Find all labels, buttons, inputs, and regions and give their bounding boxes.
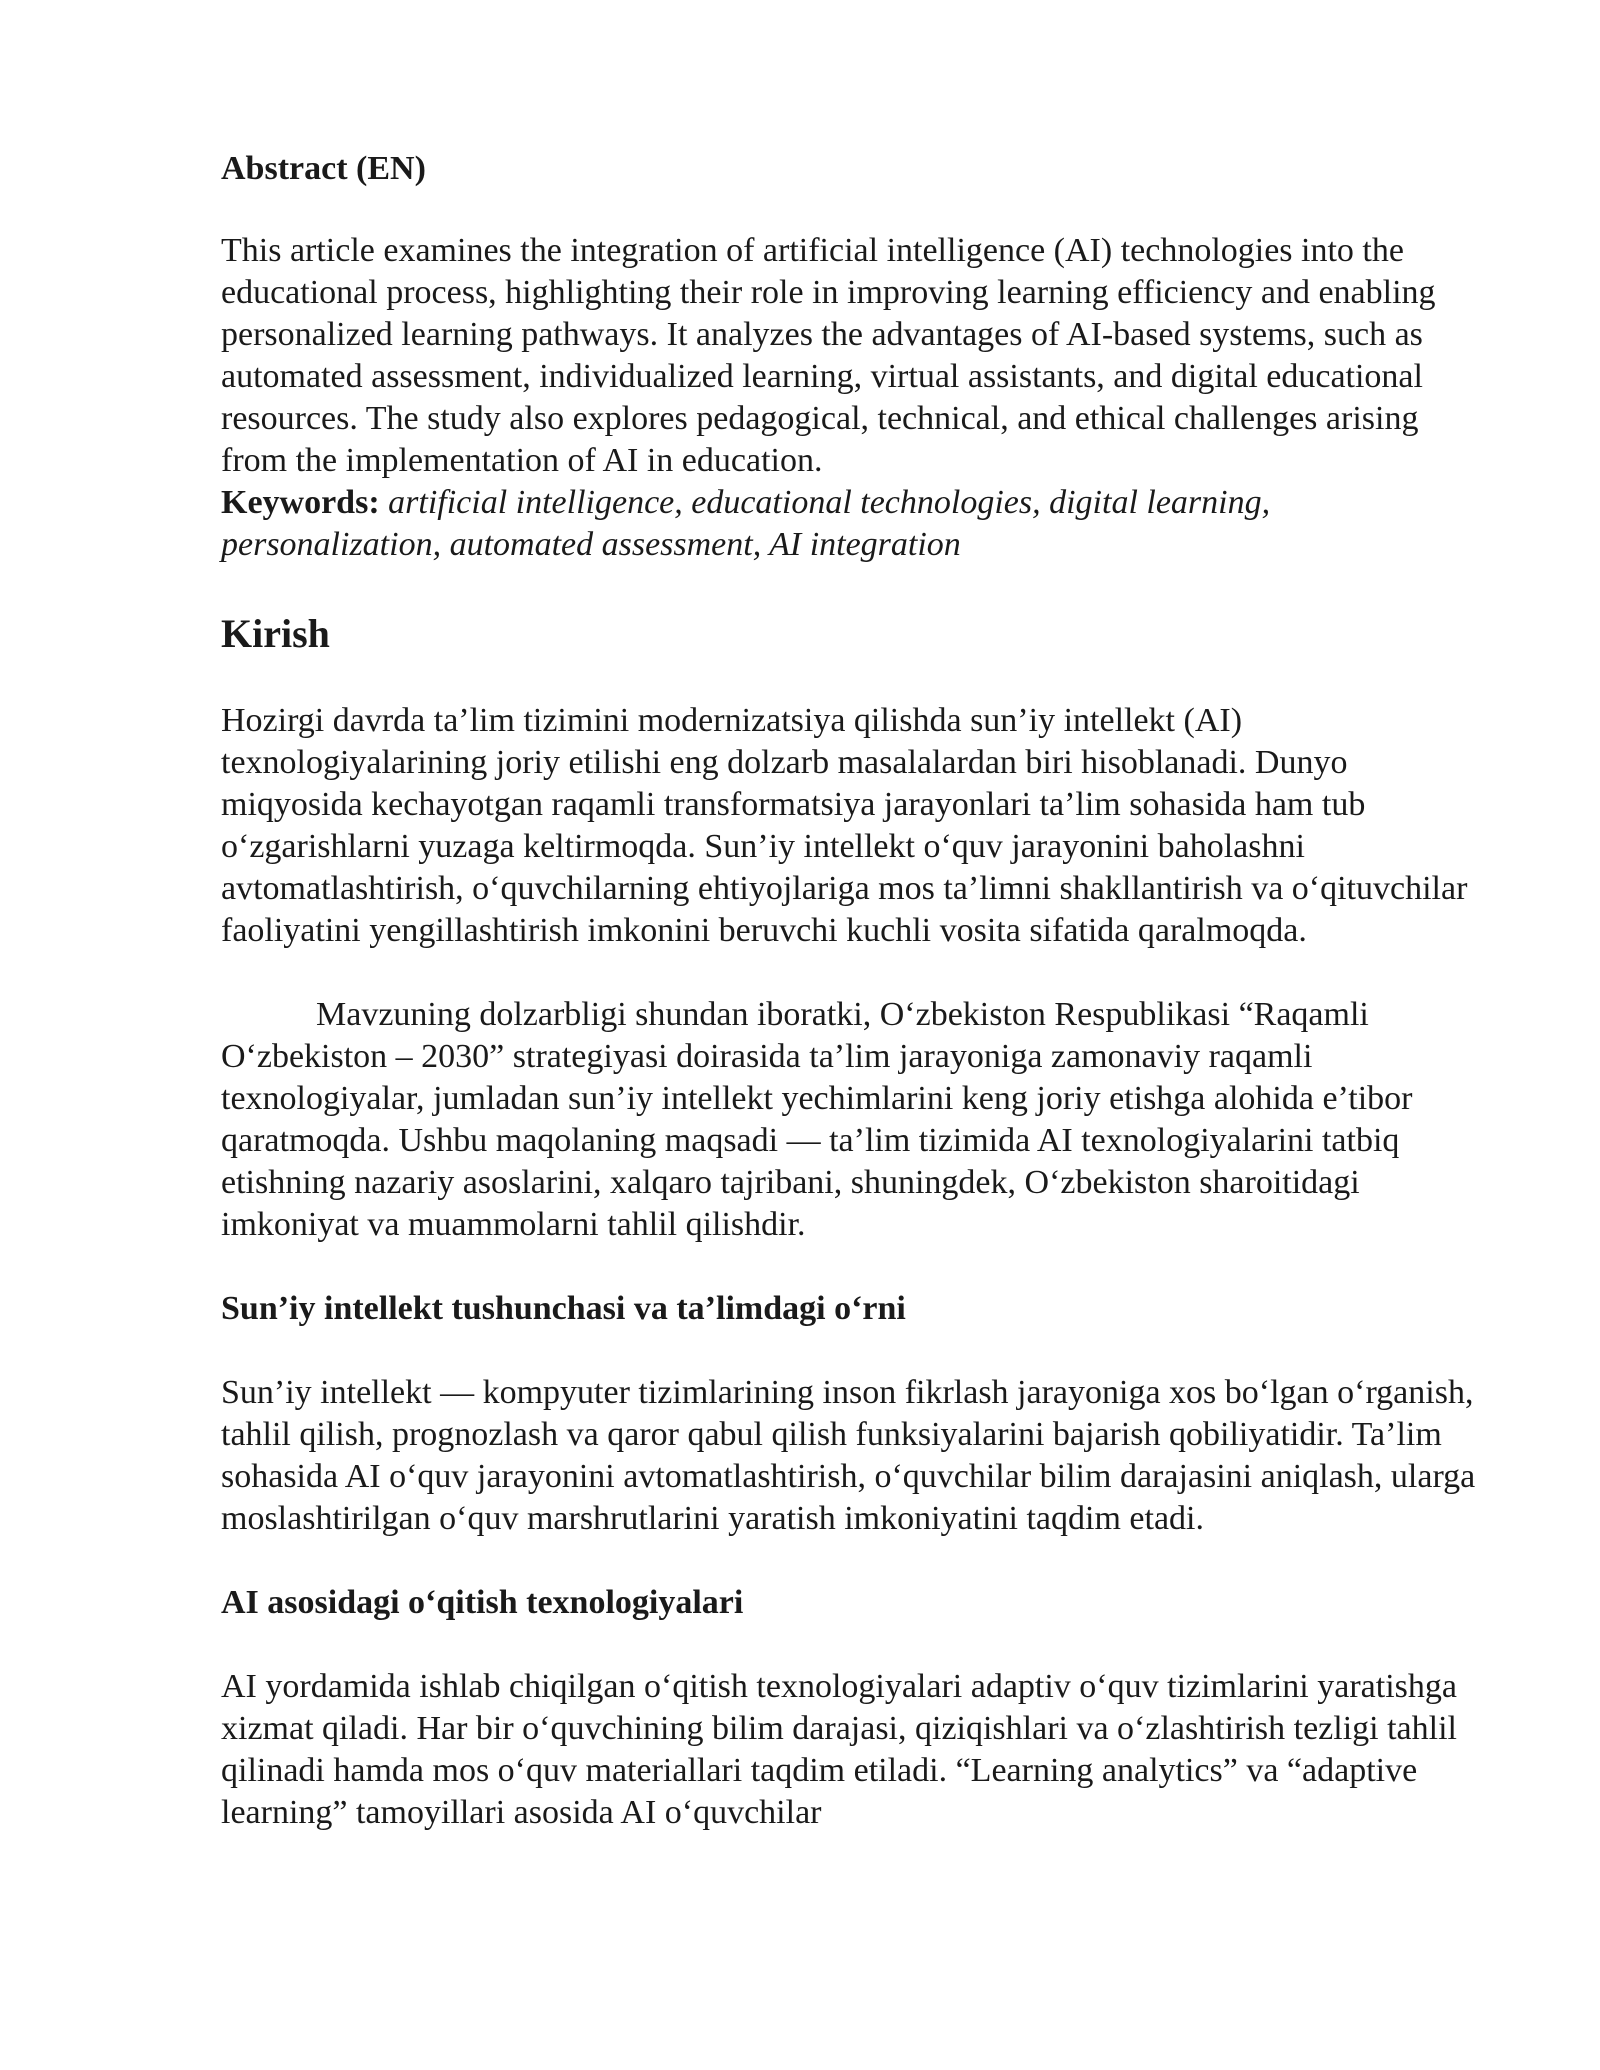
abstract-body: This article examines the integration of artificial intelligence (AI) technologies into the educational process, highlighting their role in improving learning efficiency and enabling personalized learning pathways. It analyzes the advantages of AI-based systems, such as automated assessment, individualized learning, virtual assistants, and digital educational resources. The study also explores pedagogical, technical, and ethical challenges arising from the implementation of AI in education. <box>221 232 1436 479</box>
keywords-list: artificial intelligence, educational technologies, digital learning, personalization, automated assessment, AI integration <box>221 484 1271 563</box>
intro-paragraph-1: Hozirgi davrda ta’lim tizimini modernizatsiya qilishda sun’iy intellekt (AI) texnologiyalarining joriy etilishi eng dolzarb masalalardan biri hisoblanadi. Dunyo miqyosida kechayotgan raqamli transformatsiya jarayonlari ta’lim sohasida ham tub o‘zgarishlarni yuzaga keltirmoqda. Sun’iy intellekt o‘quv jarayonini baholashni avtomatlashtirish, o‘quvchilarning ehtiyojlariga mos ta’limni shakllantirish va o‘qituvchilar faoliyatini yengillashtirish imkonini beruvchi kuchli vosita sifatida qaralmoqda. <box>221 702 1468 949</box>
document-page <box>221 148 1481 1834</box>
keywords-label: Keywords: <box>221 484 380 521</box>
section-1-heading: Sun’iy intellekt tushunchasi va ta’limdagi o‘rni <box>221 1290 906 1327</box>
section-1-paragraph: Sun’iy intellekt — kompyuter tizimlarining inson fikrlash jarayoniga xos bo‘lgan o‘rganish, tahlil qilish, prognozlash va qaror qabul qilish funksiyalarini bajarish qobiliyatidir. Ta’lim sohasida AI o‘quv jarayonini avtomatlashtirish, o‘quvchilar bilim darajasini aniqlash, ularga moslashtirilgan o‘quv marshrutlarini yaratish imkoniyatini taqdim etadi. <box>221 1374 1476 1537</box>
intro-heading: Kirish <box>221 611 330 656</box>
section-2-heading: AI asosidagi o‘qitish texnologiyalari <box>221 1584 744 1621</box>
section-2-paragraph: AI yordamida ishlab chiqilgan o‘qitish texnologiyalari adaptiv o‘quv tizimlarini yaratishga xizmat qiladi. Har bir o‘quvchining bilim darajasi, qiziqishlari va o‘zlashtirish tezligi tahlil qilinadi hamda mos o‘quv materiallari taqdim etiladi. “Learning analytics” va “adaptive learning” tamoyillari asosida AI o‘quvchilar <box>221 1668 1457 1831</box>
keywords-line <box>221 482 1481 566</box>
abstract-heading: Abstract (EN) <box>221 150 426 187</box>
intro-paragraph-2: Mavzuning dolzarbligi shundan iboratki, O‘zbekiston Respublikasi “Raqamli O‘zbekiston – 2030” strategiyasi doirasida ta’lim jarayoniga zamonaviy raqamli texnologiyalar, jumladan sun’iy intellekt yechimlarini keng joriy etishga alohida e’tibor qaratmoqda. Ushbu maqolaning maqsadi — ta’lim tizimida AI texnologiyalarini tatbiq etishning nazariy asoslarini, xalqaro tajribani, shuningdek, O‘zbekiston sharoitidagi imkoniyat va muammolarni tahlil qilishdir. <box>221 996 1413 1243</box>
